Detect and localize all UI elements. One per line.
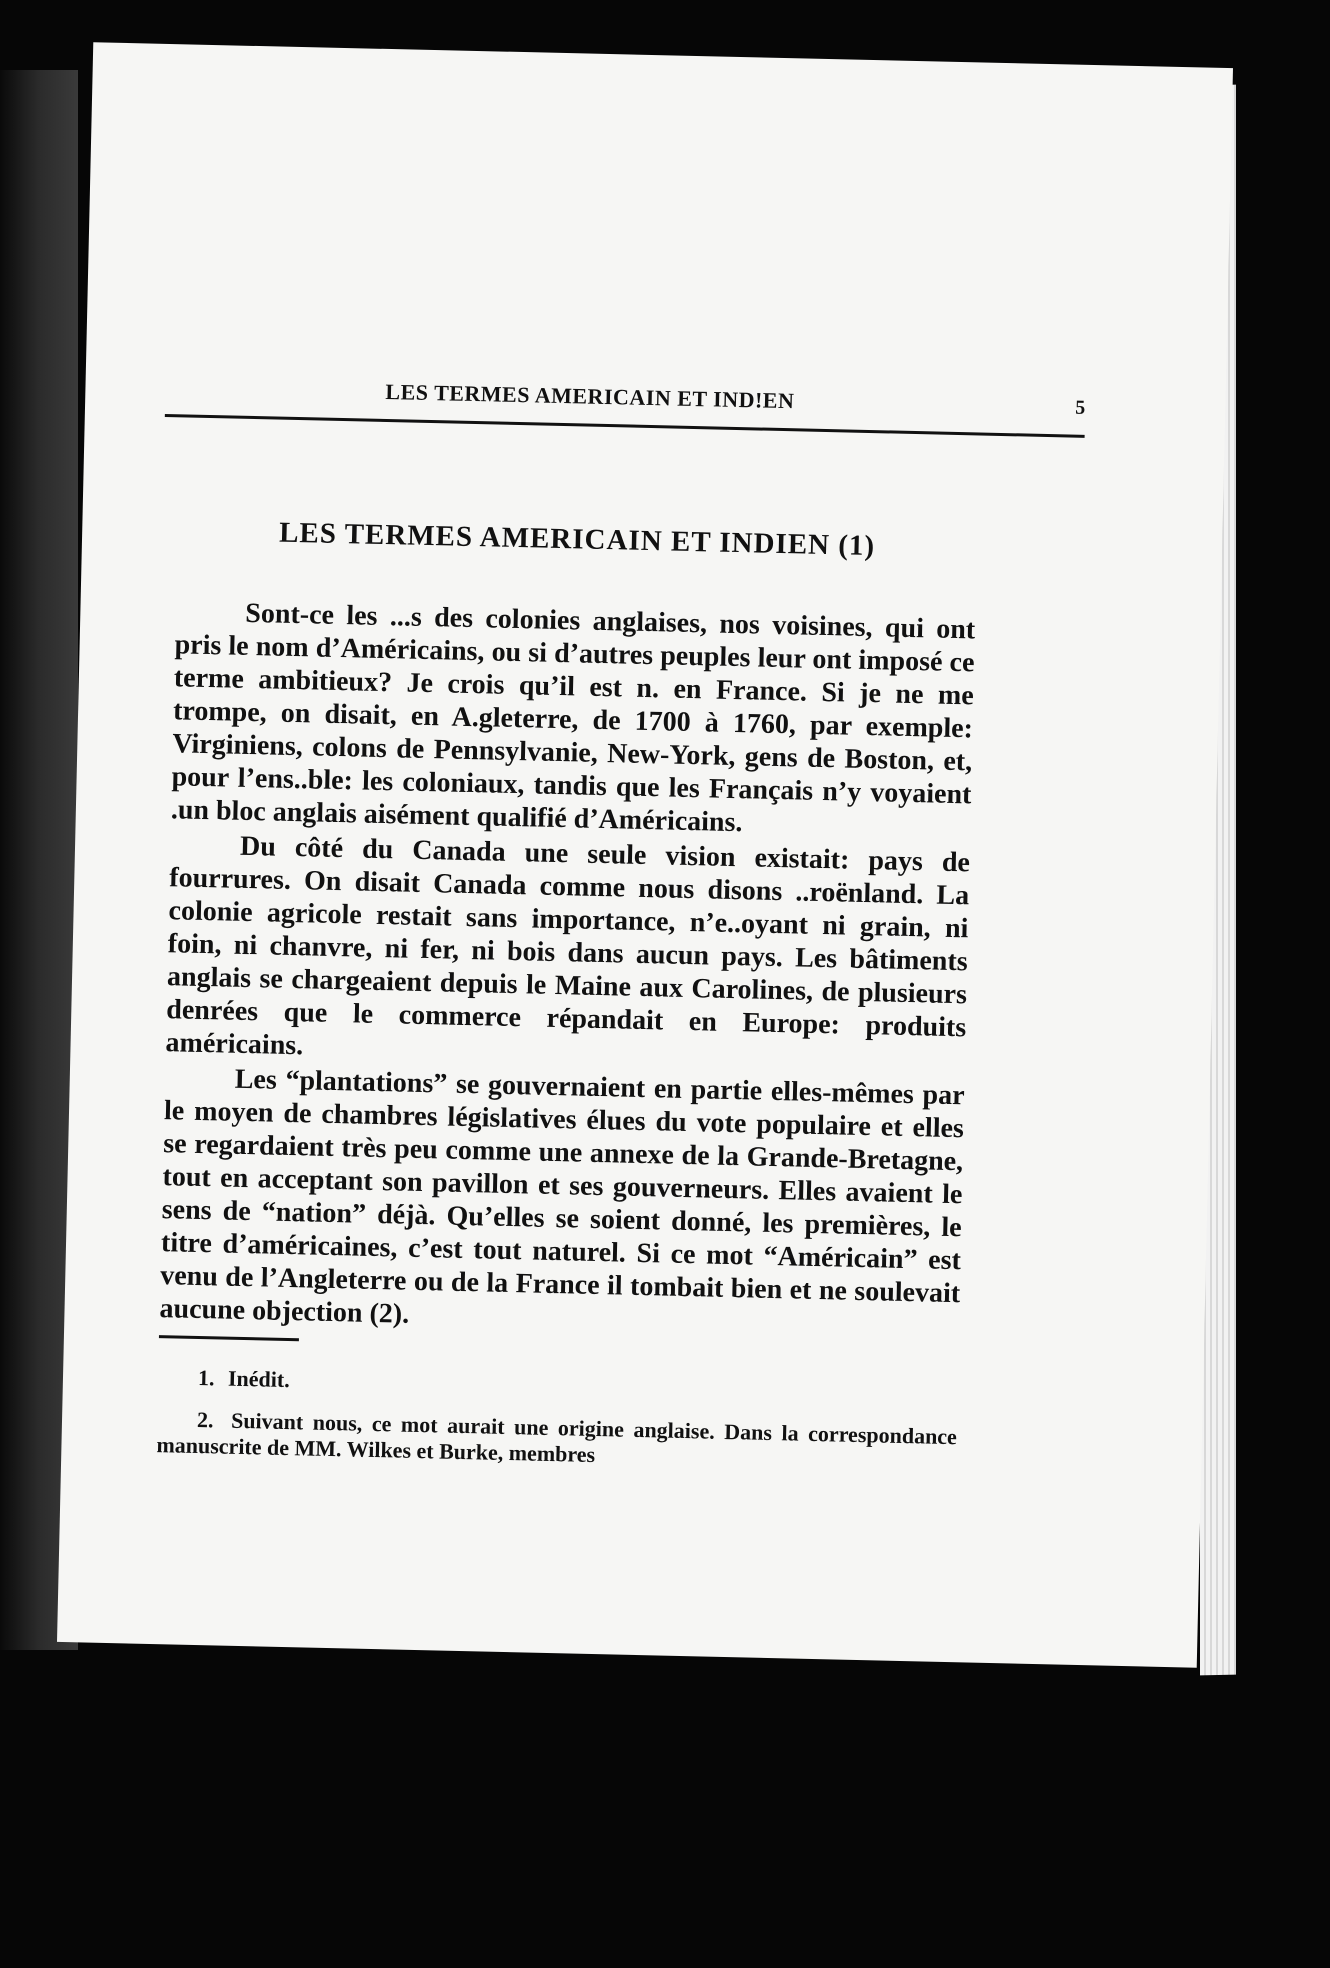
footnote-number: 1. (197, 1364, 215, 1391)
footnote-text: Inédit. (227, 1365, 291, 1393)
footnote-number: 2. (196, 1406, 214, 1433)
running-head (164, 374, 1085, 455)
paragraph-1: Sont-ce les ...s des colonies anglaises, nos voisines, qui ont pris le nom d’Américains, ou si d’autres peuples leur ont imposé ce terme ambitieux? Je crois qu’il est n. en France. Si je ne me trompe, on disait, en A.gleterre, de 1700 à 1760, par exemple: Virginiens, colons de Pennsylvanie, New-York, gens de Boston, et, pour l’ens..ble: les coloniaux, tandis que les Français n’y voyaient .un bloc anglais aisément qualifié d’Américains. (170, 597, 976, 839)
footnote-text: Suivant nous, ce mot aurait une origine anglaise. Dans la correspondance manuscrite de MM. Wilkes et Burke, membres (156, 1407, 958, 1468)
footnote-rule (159, 1335, 299, 1341)
footnote-1 (158, 1364, 958, 1408)
page-number: 5 (1075, 396, 1086, 419)
article-title: LES TERMES AMERICAIN ET INDIEN (1) (278, 516, 876, 563)
running-head-title: LES TERMES AMERICAIN ET IND!EN (385, 378, 795, 414)
article (156, 514, 978, 1492)
running-head-rule (165, 414, 1085, 438)
paragraph-2: Du côté du Canada une seule vision existait: pays de fourrures. On disait Canada comme nous disons ..roënland. La colonie agricole restait sans importance, n’e..oyant ni grain, ni foin, ni chanvre, ni fer, ni bois dans aucun pays. Les bâtiments anglais se chargeaient depuis le Maine aux Carolines, de plusieurs denrées que le commerce répandait en Europe: produits américains. (165, 830, 971, 1062)
paragraph-3: Les “plantations” se gouvernaient en partie elles-mêmes par le moyen de chambres législatives élues du vote populaire et elles se regardaient très peu comme une annexe de la Grande-Bretagne, tout en acceptant son pavillon et ses gouverneurs. Elles avaient le sens de “nation” déjà. Qu’elles se soient donné, les premières, le titre d’américaines, c’est tout naturel. Si ce mot “Américain” est venu de l’Angleterre ou de la France il tombait bien et ne soulevait aucune objection (2). (159, 1063, 965, 1330)
book-page (57, 42, 1233, 1667)
footnote-2 (156, 1406, 957, 1476)
